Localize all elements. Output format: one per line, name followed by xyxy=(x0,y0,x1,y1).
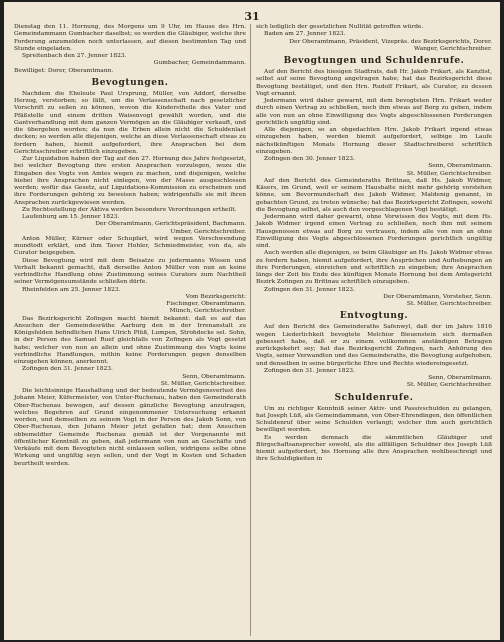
signature-line: Vom Bezirksgericht: xyxy=(185,293,246,300)
paragraph: Jedermann wird daher gewarnt, ohne Vorwissen des Vogts, mit dem Hs. Jakob Widmer irgend einen Vertrag zu schließen, noch ihm mit seinem Hausgenossen etwas auf Borg zu vertrauen, indem alle von nun an ohne Einwilligung des Vogts abgeschlossenen Forderungen gerichtlich ungültig sind. xyxy=(256,214,492,249)
paragraph: sich lediglich der gesetzlichen Nullität getroffen würde. xyxy=(256,24,424,30)
section-heading: Entvogtung. xyxy=(339,311,409,322)
signature-line: Der Oberamtmann, Vorsteher, Senn. xyxy=(383,293,492,300)
paragraph: Spreitenbach den 27. Jenner 1823. xyxy=(22,53,127,59)
paragraph: Nachdem die Eheleute Paul Ursprung, Müller, von Addorf, derselbe Herzog, verstorben; so fällt, um die Verlassenschaft nach gesetzlicher Vorschrift zu seßen zu können, wovon die Kinderstheile des Vater und Pfäßstelle und einem dritten Waisenvogt gewählt worden, und die Gantverhandlung mit dem ganzen Vermögen an die Gläubiger verkauft, und die übergeben worden; da nun die Erben allein nicht die Schuldenlast decken; so werden alle diejenigen, welche an diese Verlassenschaft etwas zu fordern haben, hiemit aufgefordert, ihre Ansprachen bei dem Gerichtsschreiber schriftlich einzugeben. xyxy=(14,90,246,155)
signature-line: Münch, Gerichtschreiber. xyxy=(169,308,246,315)
section-heading: Bevogtungen und Schuldenrufe. xyxy=(283,56,465,66)
section-heading: Schuldenrufe. xyxy=(334,392,414,403)
paragraph: Auf den Bericht des hiesigen Stadtrats, daß Hr. Jakob Frikart, als Kanzlist, selbst auf seine Bevogtung angetragen habe; hat das Bezirksgericht diese Bevogtung bestätiget, und den Hrn. Rudolf Frikart, als Curator, zu dessen Vogt ernannt. xyxy=(256,69,492,97)
paragraph: Bewilliget: Dorer, Oberamtmann. xyxy=(14,67,114,74)
paragraph: Auch werden alle diejenigen, so beim Gläubiger an Hs. Jakob Widmer etwas zu fordern haben, hiemit aufgefordert, ihre Ansprüchen und Aufhebungen an ihre Forderungen, einreichen und schriftlich zu eingeben; ihre Ansprachen längs der Zeit bis Ende des künftigen Monats Hornung bei dem Amtsgericht Bezirk Zofingen zu Brittnau schriftlich einzugeben. xyxy=(256,250,492,286)
paragraph: Anton Müller, Kürner oder Schupfart, wird wegen Verschwendung mundtodt erklärt, und ihm Taver Hohler, Schmiedmeister, von da, als Curator beigegeben. xyxy=(14,235,246,257)
paragraph: Zofingen den 30. Jenner 1823. xyxy=(264,156,355,162)
paragraph: Zu Rechtsstellung der Aktiva werden besondere Verordnungen ertheilt. xyxy=(22,206,237,213)
signature-line: St. Müller, Gerichtschreiber. xyxy=(406,301,492,307)
signature-line: St. Müller, Gerichtschreiber. xyxy=(160,380,246,387)
newspaper-page xyxy=(4,2,500,640)
paragraph: Die leichtsinnige Haushaltung und der bedeutende Vermögensverlust des Johann Meier, Küfermeister, von Unter-Ruchenau, haben den Gemeinderath Ober-Ruchenau bewogen, auf dessen gänzliche Bevogtung anzutragen, welches Begehren auf Grund eingenommener Untersuchung erkannt worden, und demselben zu seinem Vogt in der Person des Jakob Sonn, von Ober-Ruchenau, den Johann Meier jetzt gefallen hat; dem Ansuchen obbemeldter Gemeinde Ruchenau gemäß ist der Vorgenannte mit öffentlicher Kenntniß zu geben, daß jedermann von nun an Geschäfte und Verkäufe mit dem Bevogteten nicht einlassen sollen, widrigens selbe ohne Wirkung und ungültig seyn sollen, und der Vogt in Kosten und Schaden beurtheilt werden. xyxy=(14,388,246,467)
column-divider xyxy=(250,24,251,636)
signature-line: Gumbacher, Gemeindammann. xyxy=(153,60,246,67)
signature-line: Senn, Oberamtmann. xyxy=(182,373,246,380)
left-column xyxy=(14,24,246,468)
signature-line: Der Oberamtmann, Gerichtspräsident, Bachmann. xyxy=(95,221,246,228)
signature-line: Senn, Oberamtmann. xyxy=(428,375,492,381)
signature-line: Wanger, Gerichtschreiber. xyxy=(414,45,492,52)
paragraph: Zur Liquidation haben der Tag auf den 27. Hornung des Jahrs festgesetzt, bei welcher Bevogtung ihre ersten Ansprachen vorzulegen, wozu die Eingaben des Vogts von Amtes wegen zu machen, und diejenigen, welche hiebei ihre Ansprachen nicht einlegen, von der Masse ausgeschlossen werden; wofür das Gesetz, auf Liquidations-Kommission zu erscheinen und ihre Forderungen gehörig zu beweisen haben; widrigenfalls sie mit ihren Ansprachen zurückgewiesen werden. xyxy=(14,156,246,206)
page-number: 31 xyxy=(244,10,260,23)
paragraph: Dienstag den 11. Hornung, des Morgens um 9 Uhr, im Hause des Hrn. Gemeindammann Gumbacher daselbst; so werden die Gläubiger, welche ihre Forderung anzumelden noch unterlassen, auf diesen bestimmten Tag und Stunde eingeladen. xyxy=(14,24,246,52)
paragraph: Es werden demnach die sämmtlichen Gläubiger und Bürgschaftsansprecher sowohl, als die allfälligen Schuldner des Joseph Lüß hiemit aufgefordert, bis Hornung alle ihre Ansprachen wohlbeschreigt und ihre Schuldigkeiten in xyxy=(256,434,492,463)
paragraph: Rheinfelden am 25. Jenner 1823. xyxy=(22,286,121,293)
paragraph: Das Bezirksgericht Zofingen macht hiemit bekannt: daß es auf das Ansuchen der Gemeindesräthe Aarburg den in der Irrenanstalt zu Königsfelden befindlichen Hans Ulrich Plüß, Lumpen, Strohdecks sel. Sohn, in der Person des Samuel Ruef gleichfalls von Zofingen als Vogt gesetzt habe; welcher von nun an allein und ohne Zustimmung des Vogts keine verbindliche Handlungen, mithin keine Forderungen gegen denselben einzugehen können, anerkennt. xyxy=(14,315,246,365)
signature-line: St. Müller, Gerichtschreiber. xyxy=(406,382,492,389)
paragraph: Laufenburg am 15. Jenner 1823. xyxy=(22,214,120,220)
paragraph: Alle diejenigen, so an obgedachten Hrn. Jakob Frikart irgend etwas einzugeben haben, werden hiemit aufgefordert, selbige im Laufe nächstkünftigen Monats Hornung dieser Stadtschreiberei schriftlich einzugeben. xyxy=(256,127,492,155)
paragraph: Jedermann wird daher gewarnt, mit dem bevogteten Hrn. Frikart weder durch einen Vertrag zu schließen, noch ihm etwas auf Borg zu geben, indem alle von nun an ohne Einwilligung des Vogts abgeschlossenen Forderungen gerichtlich ungültig sind. xyxy=(256,98,492,126)
signature-line: Der Oberamtmann, Präsident, Vizepräs. des Bezirksgerichts, Dorer. xyxy=(289,38,492,45)
signature-line: St. Müller, Gerichtschreiber. xyxy=(406,170,492,177)
paragraph: Diese Bevogtung wird mit dem Beisatze zu jedermanns Wissen und Verhalt bekannt gemacht, daß derselbe Anton Müller von nun an keine verbindliche Handlung ohne Zustimmung seines Curators zum Nachtheil seiner Vermögensumstände schließen dürfe. xyxy=(14,257,246,286)
paragraph: Auf den Bericht des Gemeinderaths Brittnau, daß Hs. Jakob Widmer, Käsers, im Grund, weil er seinem Haushalte nicht mehr gehörig vorstehen könne, um Bevormundschaft des Jakob Widmer, Maldenig genannt, in gebachten Grund, zu treten wünsche; hat das Bezirksgericht Zofingen, sowohl die Bevogtung selbst, als auch den vorgeschlagenen Vogt bestätigt. xyxy=(256,177,492,213)
signature-line: Fischinger, Oberamtmann. xyxy=(166,301,246,307)
paragraph: Zofingen den 31. Jenner 1823. xyxy=(22,366,113,373)
paragraph: Baden am 27. Jenner 1823. xyxy=(264,31,346,38)
paragraph: Auf den Bericht des Gemeinderaths Safenwyl, daß der im Jahre 1816 wegen Liederlichkeit bevogtete Melchior Bieuenstein sich dermaßen gebessert habe, daß er zu einem vollkommen anständigen Betragen zurückgekehrt sey; hat das Bezirksgericht Zofingen, nach Anhörung des Vogts, seiner Verwandten und des Gemeinderaths, die Bevogtung aufgehoben, und denselben in seine bürgerliche Ehre und Rechte wiedereingesetzt. xyxy=(256,324,492,367)
signature-line: Senn, Oberamtmann. xyxy=(428,163,492,170)
section-heading: Bevogtungen. xyxy=(91,77,169,88)
paragraph: Zofingen den 31. Jenner 1823. xyxy=(264,367,355,374)
right-column xyxy=(256,24,492,464)
paragraph: Um zu richtiger Kenntniß seiner Aktiv- und Passivschulden zu gelangen, hat Joseph Lüß, als Gemeindammann, von Ober-Ehrendingen, den öffentlichen Schuldenruf über seine Schulden verlangt; welcher ihm auch gerichtlich bewilliget worden. xyxy=(256,405,492,434)
paragraph: Zofingen den 31. Jenner 1823. xyxy=(264,286,355,293)
signature-line: Umber, Gerichtschreiber. xyxy=(170,228,246,235)
